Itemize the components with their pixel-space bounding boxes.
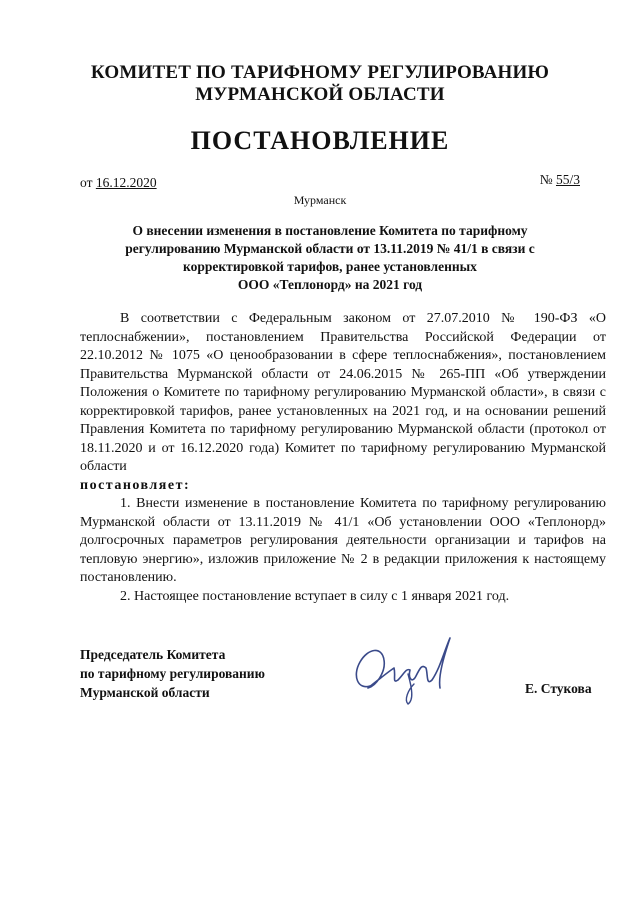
subject-line-1: О внесении изменения в постановление Комитета по тарифному (132, 223, 528, 238)
committee-line-1: КОМИТЕТ ПО ТАРИФНОМУ РЕГУЛИРОВАНИЮ (90, 62, 550, 83)
subject-line-4: ООО «Теплонорд» на 2021 год (237, 277, 423, 292)
number-prefix: № (539, 172, 556, 187)
document-body (80, 310, 606, 606)
document-type: ПОСТАНОВЛЕНИЕ (190, 126, 450, 155)
committee-name (60, 62, 580, 106)
clause-2: 2. Настоящее постановление вступает в силу с 1 января 2021 год. (120, 588, 510, 604)
committee-line-2: МУРМАНСКОЙ ОБЛАСТИ (195, 84, 445, 105)
document-date (80, 175, 157, 191)
signer-title (80, 645, 265, 702)
subject-line-3: корректировкой тарифов, ранее установленных (183, 259, 477, 274)
clause-1: 1. Внести изменение в постановление Комитета по тарифному регулированию Мурманской области от 13.11.2019 № 41/1 «Об установлении ООО «Теплонорд» долгосрочных параметров регулирования деятельности организации и тарифов на тепловую энергию», изложив приложение № 2 в редакции приложения к настоящему постановлению. (80, 496, 606, 585)
resolves-word: постановляет: (80, 477, 191, 493)
document-subject (100, 222, 560, 294)
date-value: 16.12.2020 (95, 175, 157, 190)
handwritten-signature (348, 628, 458, 708)
signer-name: Е. Стукова (525, 681, 592, 696)
city: Мурманск (293, 193, 347, 207)
signer-title-line-3: Мурманской области (80, 685, 210, 700)
signer-title-line-1: Председатель Комитета (80, 647, 226, 662)
preamble-paragraph: В соответствии с Федеральным законом от 27.07.2010 № 190-ФЗ «О теплоснабжении», постановлением Правительства Российской Федерации от 22.10.2012 № 1075 «О ценообразовании в сфере теплоснабжения», постановлением Правительства Мурманской области от 24.06.2015 № 265-ПП «Об утверждении Положения о Комитете по тарифному регулированию Мурманской области», в связи с корректировкой тарифов, ранее установленных на 2021 год, и на основании решений Правления Комитета по тарифному регулированию Мурманской области (протокол от 18.11.2020 и от 16.12.2020 года) Комитет по тарифному регулированию Мурманской области (80, 311, 606, 474)
document-number (540, 172, 580, 188)
number-value: 55/3 (555, 172, 580, 187)
subject-line-2: регулированию Мурманской области от 13.11.2019 № 41/1 в связи с (125, 241, 535, 256)
signer-title-line-2: по тарифному регулированию (80, 666, 265, 681)
date-prefix: от (80, 175, 96, 190)
